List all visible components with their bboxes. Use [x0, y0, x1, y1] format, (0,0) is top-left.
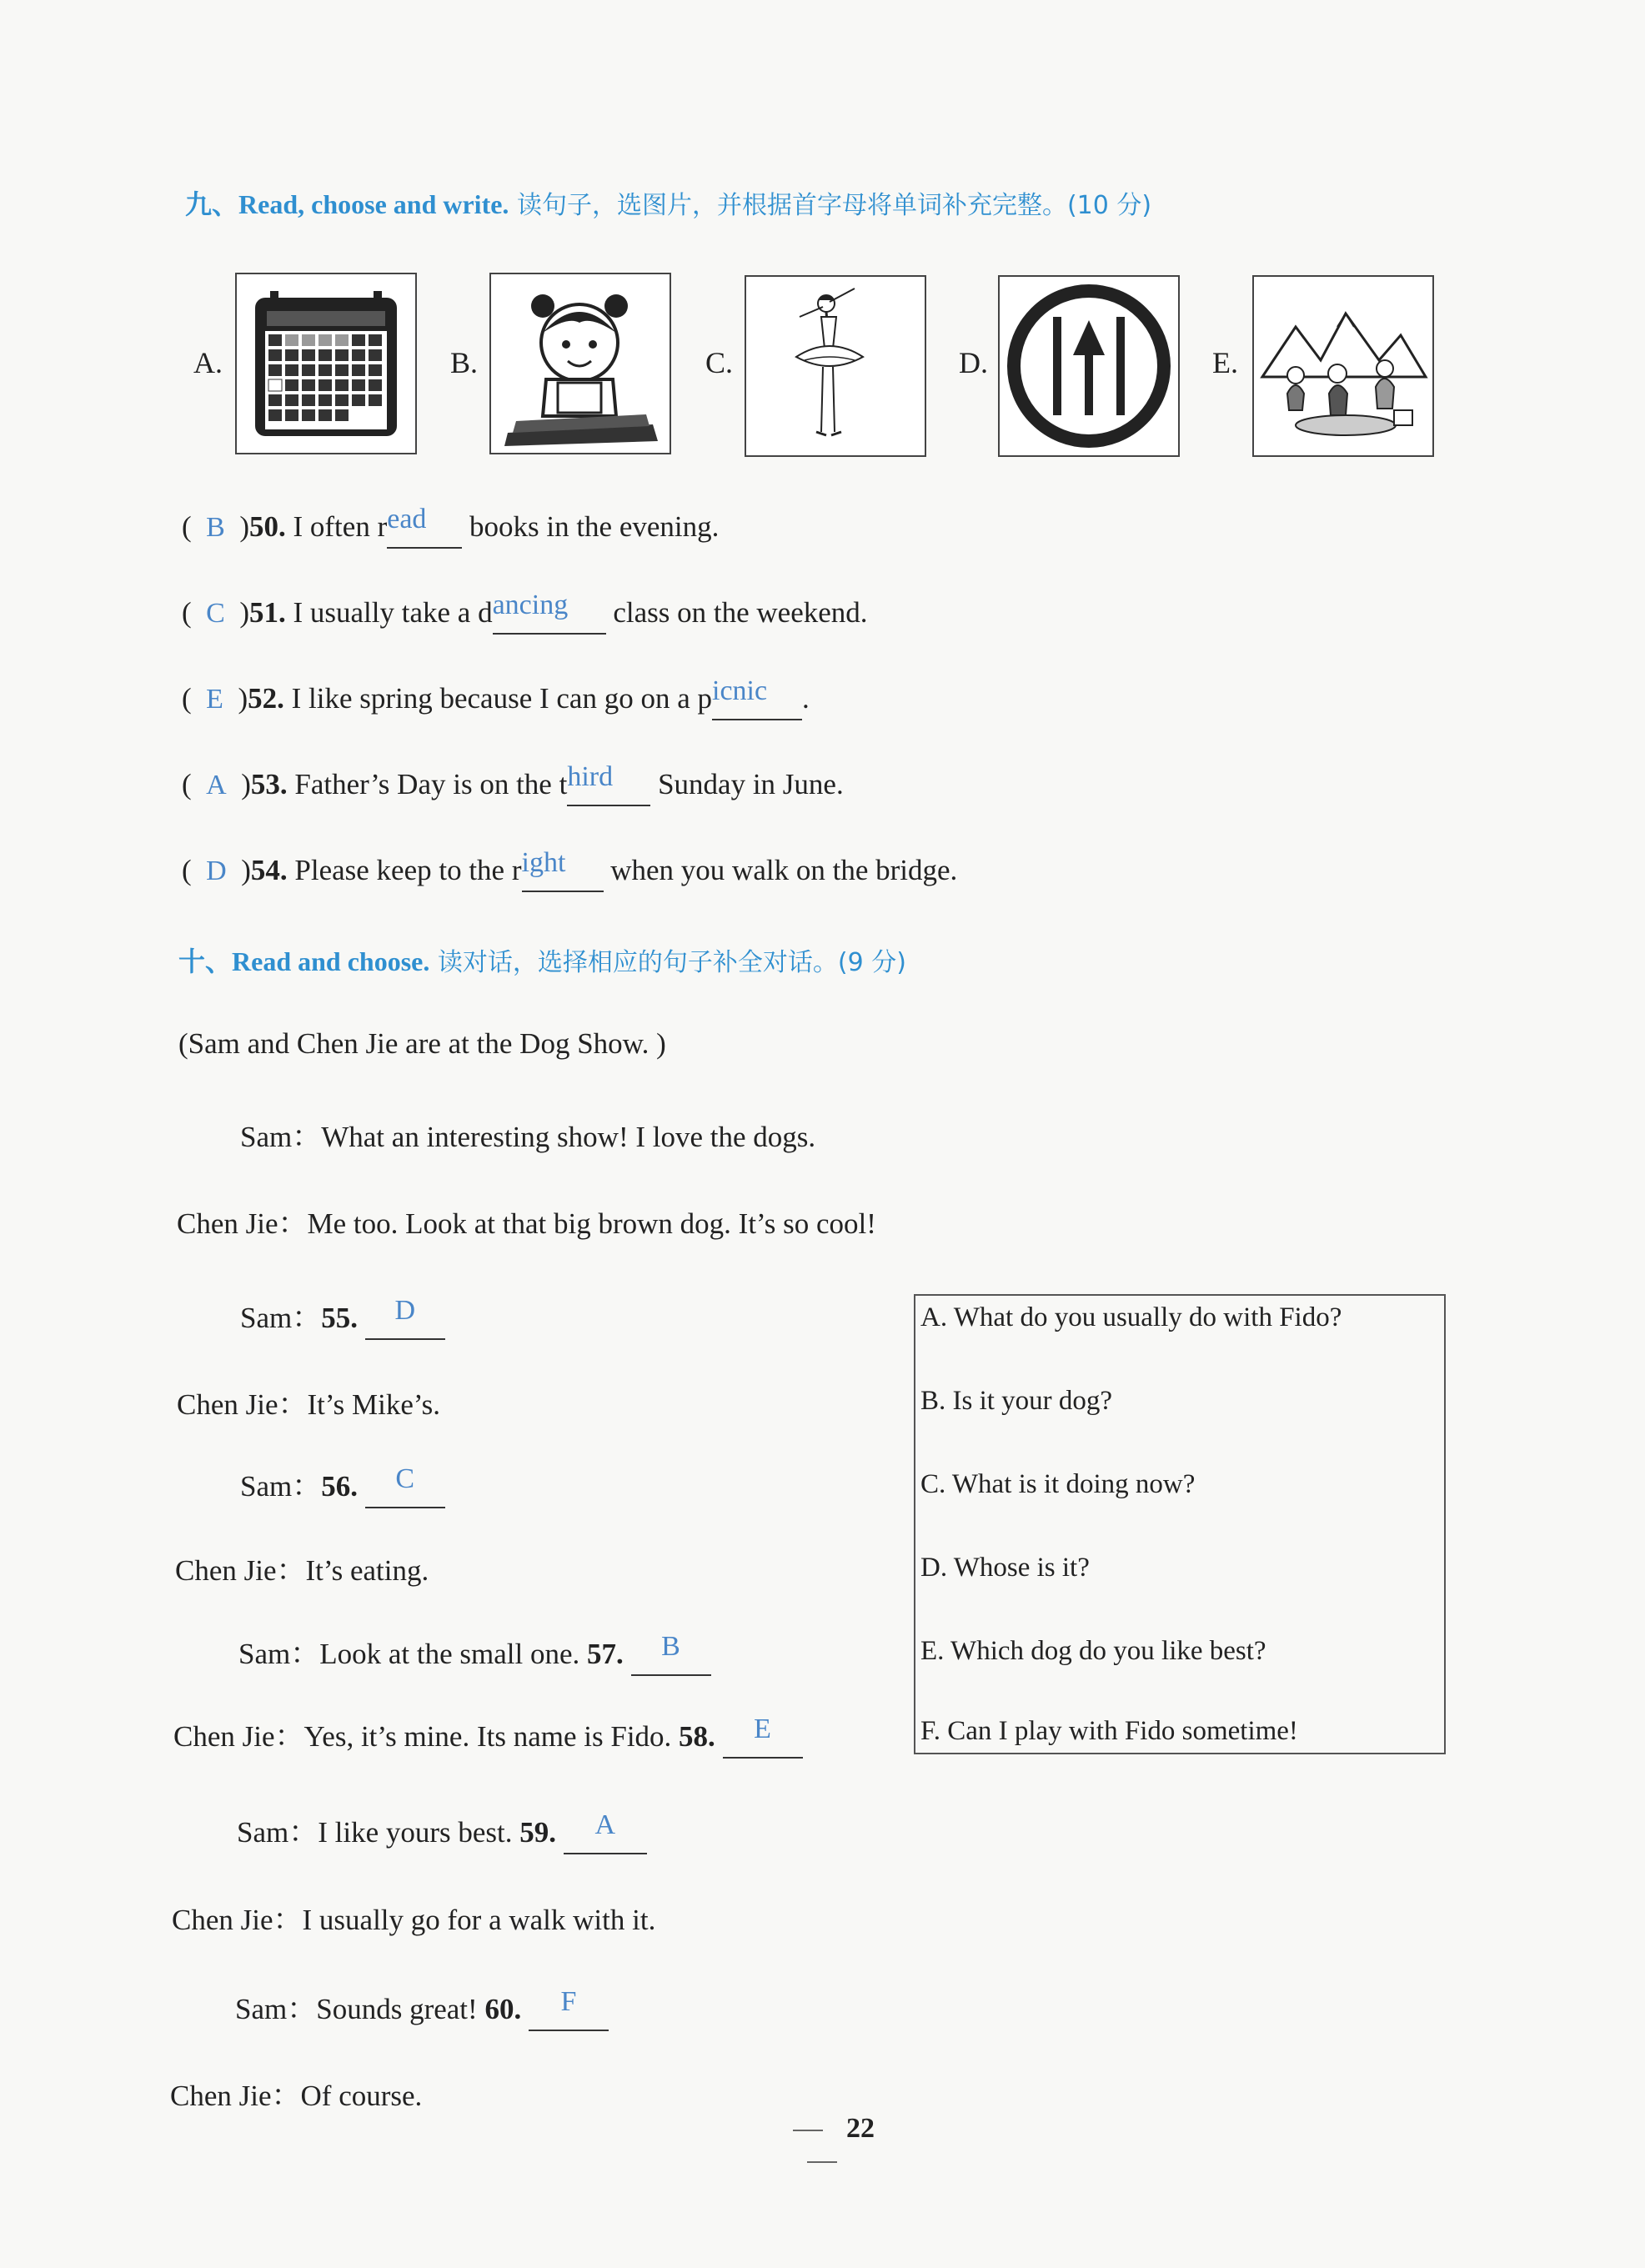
dialogue-line-1: [240, 1114, 815, 1156]
question-51-text-after: class on the weekend.: [605, 596, 868, 629]
dialogue-question-57-blank[interactable]: [631, 1631, 711, 1676]
dialogue-line-6: [175, 1548, 429, 1589]
dialogue-speaker: Chen Jie：: [172, 1904, 303, 1936]
dialogue-speaker: Sam：: [235, 1993, 317, 2025]
dialogue-speaker: Chen Jie：: [175, 1554, 306, 1587]
dialogue-text: It’s eating.: [305, 1554, 429, 1587]
question-53-blank[interactable]: [567, 761, 650, 806]
footer-dash-left: [793, 2130, 823, 2131]
dialogue-line-10: [172, 1897, 655, 1939]
page-footer: [739, 2113, 905, 2176]
question-52-fill: icnic: [712, 675, 768, 706]
dialogue-line-5: [240, 1463, 445, 1508]
question-54-text-after: when you walk on the bridge.: [603, 854, 958, 886]
question-52: ( E )52. I like spring because I can go on a picnic .: [182, 682, 810, 720]
dialogue-text: Me too. Look at that big brown dog. It’s so cool!: [307, 1207, 876, 1240]
picture-c: [745, 275, 926, 457]
question-50-blank[interactable]: [387, 504, 462, 549]
dialogue-line-4: [177, 1382, 440, 1423]
dialogue-text: I like yours best.: [318, 1816, 520, 1849]
dialogue-question-56-blank[interactable]: [365, 1463, 445, 1508]
picture-label-a: A.: [193, 346, 223, 379]
dialogue-line-11: [235, 1986, 609, 2031]
question-53-text-after: Sunday in June.: [650, 768, 844, 800]
dialogue-text: Yes, it’s mine. Its name is Fido.: [303, 1720, 680, 1753]
dialogue-line-7: [238, 1631, 711, 1676]
section-10-heading: [178, 941, 906, 979]
dialogue-line-2: [177, 1201, 876, 1242]
dialogue-question-57-answer: B: [661, 1631, 680, 1662]
dialogue-speaker: Sam：: [240, 1302, 322, 1334]
question-53-choice[interactable]: A: [206, 770, 227, 800]
dialogue-speaker: Chen Jie：: [173, 1720, 304, 1753]
question-51-choice[interactable]: C: [206, 598, 225, 629]
option-a: A. What do you usually do with Fido?: [920, 1302, 1342, 1332]
dialogue-question-55-number: 55.: [321, 1302, 358, 1334]
option-c: C. What is it doing now?: [920, 1469, 1196, 1499]
dialogue-question-55-blank[interactable]: [365, 1295, 445, 1340]
question-50-fill: ead: [387, 504, 427, 534]
question-54: ( D )54. Please keep to the right when you walk on the bridge.: [182, 854, 957, 892]
footer-dash-right: [807, 2161, 837, 2163]
page-number: 22: [846, 2113, 875, 2144]
dialogue-text: Sounds great!: [316, 1993, 485, 2025]
dialogue-question-56-number: 56.: [321, 1470, 358, 1503]
picture-a: [235, 273, 417, 454]
question-53-number: 53.: [250, 768, 288, 800]
question-53-fill: hird: [567, 761, 614, 792]
question-50-text-after: books in the evening.: [462, 510, 720, 543]
question-52-blank[interactable]: [712, 675, 802, 720]
options-box: [914, 1294, 1446, 1754]
dialogue-speaker: Chen Jie：: [177, 1207, 308, 1240]
dialogue-question-59-number: 59.: [519, 1816, 557, 1849]
section-9-heading: [185, 183, 1151, 222]
option-e: E. Which dog do you like best?: [920, 1636, 1266, 1666]
picture-b: [489, 273, 671, 454]
question-54-number: 54.: [250, 854, 288, 886]
dialogue-text: Look at the small one.: [319, 1638, 587, 1670]
picture-label-c: C.: [705, 346, 734, 379]
dialogue-intro: (Sam and Chen Jie are at the Dog Show. ): [178, 1027, 666, 1060]
dialogue-question-58-blank[interactable]: [723, 1714, 803, 1759]
picture-d: [998, 275, 1180, 457]
dialogue-speaker: Sam：: [238, 1638, 320, 1670]
dialogue-text: Of course.: [300, 2080, 423, 2112]
option-d: D. Whose is it?: [920, 1553, 1090, 1583]
question-52-text-before: I like spring because I can go on a p: [283, 682, 713, 715]
dialogue-question-56-answer: C: [395, 1463, 415, 1494]
dialogue-question-59-answer: A: [594, 1809, 616, 1840]
dialogue-question-59-blank[interactable]: [564, 1809, 647, 1854]
question-52-choice[interactable]: E: [206, 684, 223, 715]
calendar-icon: [237, 274, 415, 453]
girl-reading-icon: [491, 274, 670, 453]
keep-right-sign-icon: [1000, 277, 1178, 455]
dialogue-question-60-blank[interactable]: [529, 1986, 609, 2031]
picture-e: [1252, 275, 1434, 457]
question-51-text-before: I usually take a d: [285, 596, 493, 629]
dialogue-speaker: Chen Jie：: [177, 1388, 308, 1421]
question-51-number: 51.: [249, 596, 286, 629]
picnic-icon: [1254, 277, 1432, 455]
dialogue-question-60-number: 60.: [484, 1993, 522, 2025]
dialogue-text: What an interesting show! I love the dogs.: [321, 1121, 816, 1153]
question-53-text-before: Father’s Day is on the t: [287, 768, 568, 800]
picture-label-b: B.: [450, 346, 479, 379]
dialogue-question-57-number: 57.: [587, 1638, 624, 1670]
question-50-text-before: I often r: [285, 510, 388, 543]
question-51-blank[interactable]: [492, 590, 606, 635]
dialogue-question-55-answer: D: [394, 1295, 416, 1326]
question-52-text-after: .: [802, 682, 810, 715]
ballet-dancer-icon: [746, 277, 925, 455]
question-53: ( A )53. Father’s Day is on the third Sunday in June.: [182, 768, 844, 806]
question-50-choice[interactable]: B: [206, 512, 225, 543]
dialogue-line-3: [240, 1295, 445, 1340]
option-b: B. Is it your dog?: [920, 1386, 1113, 1416]
question-52-number: 52.: [248, 682, 284, 715]
question-50-number: 50.: [249, 510, 286, 543]
question-54-text-before: Please keep to the r: [287, 854, 522, 886]
section-10-heading-cn: 读对话，选择相应的句子补全对话。(9 分): [429, 948, 906, 977]
dialogue-speaker: Chen Jie：: [170, 2080, 301, 2112]
picture-label-d: D.: [959, 346, 988, 379]
question-51-fill: ancing: [492, 590, 569, 620]
dialogue-line-9: [237, 1809, 647, 1854]
dialogue-question-60-answer: F: [560, 1986, 577, 2017]
dialogue-speaker: Sam：: [237, 1816, 318, 1849]
dialogue-line-12: [170, 2073, 422, 2115]
dialogue-speaker: Sam：: [240, 1470, 322, 1503]
question-50: ( B )50. I often read books in the evening.: [182, 510, 719, 549]
dialogue-text: I usually go for a walk with it.: [302, 1904, 656, 1936]
question-54-blank[interactable]: [521, 847, 604, 892]
dialogue-question-58-answer: E: [754, 1714, 771, 1744]
question-54-choice[interactable]: D: [206, 856, 227, 886]
dialogue-speaker: Sam：: [240, 1121, 322, 1153]
section-10-heading-en: 十、Read and choose.: [178, 946, 430, 976]
question-54-fill: ight: [521, 847, 566, 878]
option-f: F. Can I play with Fido sometime!: [920, 1716, 1298, 1746]
dialogue-line-8: [173, 1714, 803, 1759]
dialogue-question-58-number: 58.: [679, 1720, 715, 1753]
question-51: ( C )51. I usually take a dancing class on the weekend.: [182, 596, 868, 635]
section-9-heading-en: 九、Read, choose and write.: [185, 189, 509, 219]
picture-label-e: E.: [1212, 346, 1238, 379]
section-9-heading-cn: 读句子，选图片，并根据首字母将单词补充完整。(10 分): [509, 191, 1152, 220]
dialogue-text: It’s Mike’s.: [307, 1388, 440, 1421]
